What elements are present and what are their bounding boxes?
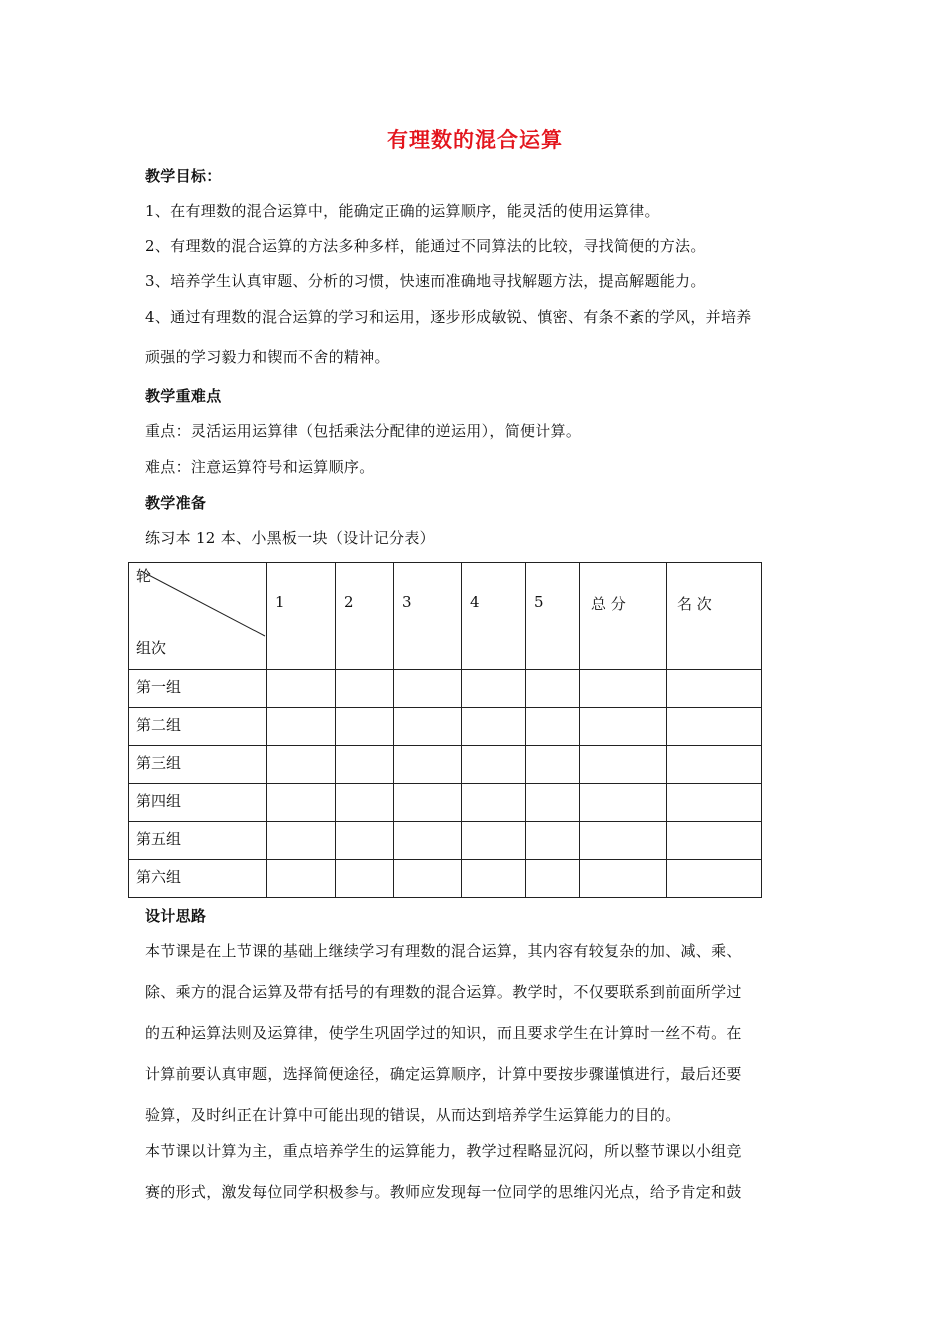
row-label: 第五组 xyxy=(129,822,267,860)
score-cell xyxy=(667,860,762,898)
difficulty-text: 难点：注意运算符号和运算顺序。 xyxy=(145,458,375,476)
objective-item-4: 4、通过有理数的混合运算的学习和运用，逐步形成敏锐、慎密、有条不紊的学风，并培养 xyxy=(145,308,752,326)
row-label: 第四组 xyxy=(129,784,267,822)
score-cell xyxy=(526,784,580,822)
score-cell xyxy=(667,746,762,784)
score-cell xyxy=(667,708,762,746)
score-cell xyxy=(462,822,526,860)
objective-item-4-cont: 顽强的学习毅力和锲而不舍的精神。 xyxy=(145,348,390,366)
design-line-1: 本节课是在上节课的基础上继续学习有理数的混合运算，其内容有较复杂的加、减、乘、 xyxy=(145,942,742,960)
score-cell xyxy=(267,708,336,746)
corner-label-group: 组次 xyxy=(136,639,167,657)
objectives-heading: 教学目标： xyxy=(145,167,222,185)
table-row xyxy=(129,670,762,708)
score-cell xyxy=(580,708,667,746)
score-table xyxy=(128,562,762,898)
row-label: 第二组 xyxy=(129,708,267,746)
score-cell xyxy=(267,670,336,708)
corner-label-round: 轮 xyxy=(136,567,152,585)
column-header: 3 xyxy=(394,563,462,670)
table-row xyxy=(129,708,762,746)
column-header: 2 xyxy=(336,563,394,670)
column-header: 5 xyxy=(526,563,580,670)
score-cell xyxy=(267,822,336,860)
design-line-5: 验算，及时纠正在计算中可能出现的错误，从而达到培养学生运算能力的目的。 xyxy=(145,1106,681,1124)
score-cell xyxy=(462,784,526,822)
score-cell xyxy=(336,670,394,708)
page-title: 有理数的混合运算 xyxy=(387,128,563,152)
objective-item-1: 1、在有理数的混合运算中，能确定正确的运算顺序，能灵活的使用运算律。 xyxy=(145,202,660,220)
score-cell xyxy=(462,860,526,898)
corner-header-cell xyxy=(129,563,267,670)
table-row xyxy=(129,822,762,860)
objective-item-3: 3、培养学生认真审题、分析的习惯，快速而准确地寻找解题方法，提高解题能力。 xyxy=(145,272,706,290)
score-cell xyxy=(580,822,667,860)
score-cell xyxy=(667,670,762,708)
column-header: 1 xyxy=(267,563,336,670)
score-cell xyxy=(336,860,394,898)
score-cell xyxy=(526,746,580,784)
score-cell xyxy=(580,670,667,708)
score-cell xyxy=(267,746,336,784)
score-cell xyxy=(267,784,336,822)
design-line-4: 计算前要认真审题，选择简便途径，确定运算顺序，计算中要按步骤谨慎进行，最后还要 xyxy=(145,1065,742,1083)
score-cell xyxy=(394,746,462,784)
key-point-text: 重点：灵活运用运算律（包括乘法分配律的逆运用），简便计算。 xyxy=(145,422,582,440)
score-cell xyxy=(336,784,394,822)
table-row xyxy=(129,746,762,784)
score-cell xyxy=(394,784,462,822)
preparation-text: 练习本 12 本、小黑板一块（设计记分表） xyxy=(145,529,435,547)
key-points-heading: 教学重难点 xyxy=(145,387,222,405)
row-label: 第三组 xyxy=(129,746,267,784)
score-cell xyxy=(462,708,526,746)
score-cell xyxy=(462,746,526,784)
score-cell xyxy=(580,860,667,898)
score-cell xyxy=(526,708,580,746)
objective-item-2: 2、有理数的混合运算的方法多种多样，能通过不同算法的比较，寻找简便的方法。 xyxy=(145,237,706,255)
column-header-total: 总 分 xyxy=(580,563,667,670)
score-cell xyxy=(394,822,462,860)
column-header-rank: 名 次 xyxy=(667,563,762,670)
design-line-6: 本节课以计算为主，重点培养学生的运算能力，教学过程略显沉闷，所以整节课以小组竞 xyxy=(145,1142,742,1160)
score-cell xyxy=(667,822,762,860)
table-header-row xyxy=(129,563,762,670)
score-cell xyxy=(394,708,462,746)
design-line-2: 除、乘方的混合运算及带有括号的有理数的混合运算。教学时，不仅要联系到前面所学过 xyxy=(145,983,742,1001)
score-cell xyxy=(580,784,667,822)
score-cell xyxy=(580,746,667,784)
score-cell xyxy=(336,746,394,784)
score-cell xyxy=(526,822,580,860)
score-cell xyxy=(526,670,580,708)
row-label: 第一组 xyxy=(129,670,267,708)
column-header: 4 xyxy=(462,563,526,670)
score-cell xyxy=(462,670,526,708)
table-row xyxy=(129,784,762,822)
score-cell xyxy=(526,860,580,898)
table-row xyxy=(129,860,762,898)
score-cell xyxy=(336,822,394,860)
design-heading: 设计思路 xyxy=(145,907,207,925)
score-cell xyxy=(667,784,762,822)
score-cell xyxy=(267,860,336,898)
design-line-7: 赛的形式，激发每位同学积极参与。教师应发现每一位同学的思维闪光点，给予肯定和鼓 xyxy=(145,1183,742,1201)
preparation-heading: 教学准备 xyxy=(145,494,207,512)
score-cell xyxy=(336,708,394,746)
score-cell xyxy=(394,860,462,898)
design-line-3: 的五种运算法则及运算律，使学生巩固学过的知识，而且要求学生在计算时一丝不苟。在 xyxy=(145,1024,742,1042)
score-cell xyxy=(394,670,462,708)
row-label: 第六组 xyxy=(129,860,267,898)
